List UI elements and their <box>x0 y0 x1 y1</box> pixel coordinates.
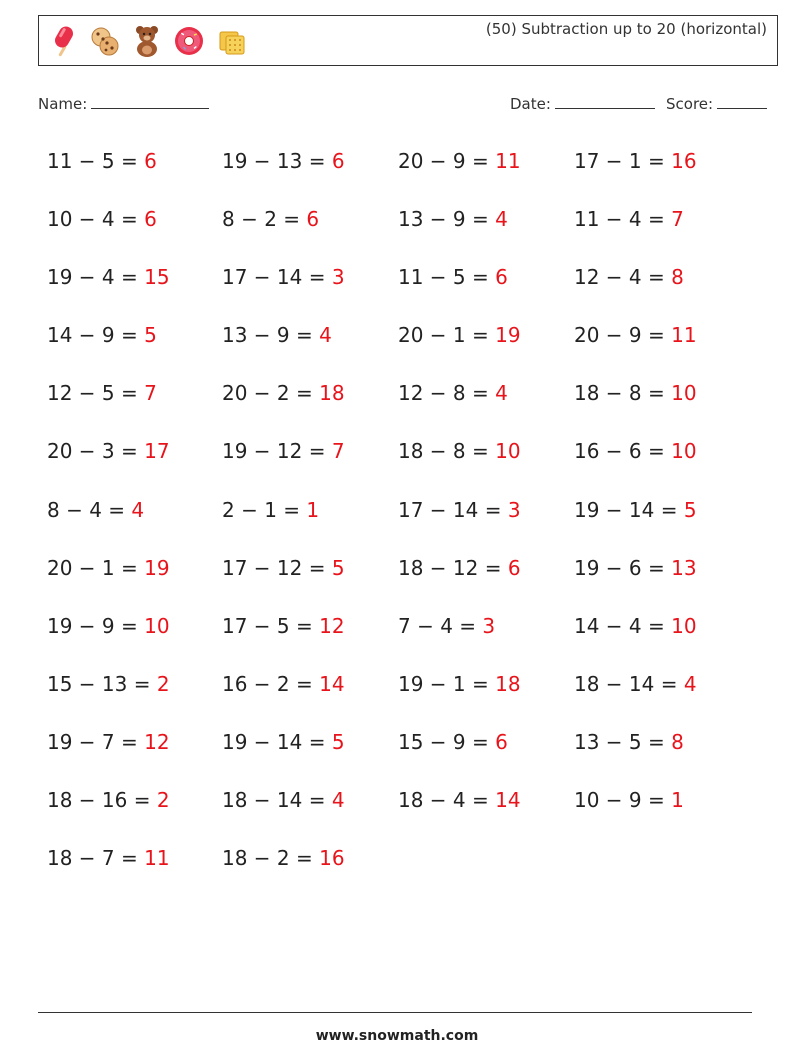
problem-item <box>222 258 398 316</box>
donut-icon <box>173 23 205 59</box>
problem-answer: 10 <box>144 613 170 638</box>
problem-item <box>47 258 222 316</box>
problem-question: 13 − 9 = <box>398 207 496 232</box>
problem-answer: 18 <box>319 381 345 406</box>
problem-question: 8 − 4 = <box>47 497 132 522</box>
problem-question: 12 − 4 = <box>574 265 672 290</box>
problem-answer: 7 <box>331 439 345 464</box>
problem-answer: 5 <box>144 323 157 348</box>
problem-question: 7 − 4 = <box>398 613 483 638</box>
problem-item <box>574 723 750 781</box>
problem-item <box>47 781 222 839</box>
problem-item <box>47 374 222 432</box>
name-blank[interactable] <box>91 94 209 109</box>
problem-item <box>222 549 398 607</box>
problem-answer: 16 <box>319 846 345 871</box>
problem-answer: 1 <box>306 497 320 522</box>
problem-question: 10 − 9 = <box>574 788 672 813</box>
problem-item <box>398 374 574 432</box>
problem-question: 18 − 12 = <box>398 555 508 580</box>
problem-grid <box>47 142 747 897</box>
problem-item <box>47 665 222 723</box>
date-label: Date: <box>510 95 551 113</box>
problem-answer: 3 <box>507 497 521 522</box>
header-icons <box>47 22 247 60</box>
problem-answer: 6 <box>331 149 345 173</box>
problem-question: 18 − 2 = <box>222 846 320 871</box>
problem-question: 19 − 12 = <box>222 439 332 464</box>
popsicle-icon <box>47 23 79 59</box>
footer-divider <box>38 1012 752 1013</box>
name-field[interactable] <box>38 94 209 113</box>
problem-answer: 6 <box>495 729 508 754</box>
problem-answer: 6 <box>495 265 508 290</box>
problem-answer: 10 <box>671 439 697 464</box>
problem-question: 19 − 13 = <box>222 149 332 173</box>
problem-answer: 5 <box>683 497 697 522</box>
problem-item <box>222 839 398 897</box>
problem-answer: 10 <box>495 439 521 464</box>
problem-question: 15 − 9 = <box>398 729 496 754</box>
problem-item <box>574 374 750 432</box>
problem-question: 18 − 8 = <box>398 439 496 464</box>
problem-answer: 4 <box>495 207 508 232</box>
problem-item <box>574 665 750 723</box>
problem-question: 10 − 4 = <box>47 207 145 232</box>
teddy-bear-icon <box>131 23 163 59</box>
problem-question: 14 − 9 = <box>47 323 145 348</box>
problem-question: 20 − 1 = <box>398 323 496 348</box>
problem-item <box>47 607 222 665</box>
problem-answer: 11 <box>144 846 170 871</box>
name-label: Name: <box>38 95 88 113</box>
problem-answer: 8 <box>671 265 684 290</box>
problem-item <box>47 200 222 258</box>
problem-item <box>47 839 222 897</box>
problem-answer: 11 <box>495 149 521 173</box>
problem-question: 20 − 9 = <box>398 149 496 173</box>
problem-item <box>47 491 222 549</box>
problem-question: 19 − 6 = <box>574 555 672 580</box>
problem-item <box>574 200 750 258</box>
cracker-icon <box>215 23 247 59</box>
problem-question: 8 − 2 = <box>222 207 307 232</box>
problem-answer: 15 <box>144 265 170 290</box>
cookies-icon <box>89 23 121 59</box>
problem-item <box>222 374 398 432</box>
score-blank[interactable] <box>717 94 767 109</box>
problem-item <box>398 781 574 839</box>
problem-question: 18 − 4 = <box>398 788 496 813</box>
problem-question: 19 − 7 = <box>47 729 145 754</box>
problem-item <box>398 316 574 374</box>
problem-item <box>574 491 750 549</box>
problem-question: 13 − 5 = <box>574 729 672 754</box>
problem-item <box>398 432 574 490</box>
problem-question: 2 − 1 = <box>222 497 307 522</box>
problem-question: 15 − 13 = <box>47 671 157 696</box>
problem-item <box>222 432 398 490</box>
problem-question: 18 − 16 = <box>47 788 157 813</box>
problem-answer: 10 <box>671 613 697 638</box>
problem-answer: 10 <box>671 381 697 406</box>
score-label: Score: <box>666 95 714 113</box>
problem-answer: 3 <box>482 613 496 638</box>
problem-question: 17 − 14 = <box>398 497 508 522</box>
problem-item <box>574 781 750 839</box>
problem-question: 20 − 1 = <box>47 555 145 580</box>
problem-item <box>574 549 750 607</box>
problem-answer: 3 <box>331 265 345 290</box>
problem-answer: 4 <box>319 323 332 348</box>
problem-question: 18 − 7 = <box>47 846 145 871</box>
problem-answer: 17 <box>144 439 170 464</box>
problem-question: 11 − 5 = <box>47 149 145 173</box>
problem-item <box>574 607 750 665</box>
problem-item <box>574 432 750 490</box>
problem-answer: 1 <box>671 788 684 813</box>
problem-answer: 7 <box>671 207 684 232</box>
problem-question: 12 − 5 = <box>47 381 145 406</box>
problem-question: 14 − 4 = <box>574 613 672 638</box>
problem-answer: 18 <box>495 671 521 696</box>
problem-answer: 12 <box>319 613 345 638</box>
problem-question: 18 − 14 = <box>574 671 684 696</box>
problem-answer: 4 <box>683 671 697 696</box>
problem-item <box>222 142 398 200</box>
problem-question: 16 − 6 = <box>574 439 672 464</box>
problem-item <box>47 549 222 607</box>
problem-question: 19 − 4 = <box>47 265 145 290</box>
problem-item <box>222 665 398 723</box>
problem-item <box>222 781 398 839</box>
problem-item <box>398 549 574 607</box>
problem-answer: 19 <box>144 555 170 580</box>
problem-item <box>398 142 574 200</box>
footer-url: www.snowmath.com <box>315 1028 479 1044</box>
problem-answer: 2 <box>156 671 170 696</box>
score-field[interactable] <box>666 94 767 113</box>
problem-item <box>398 665 574 723</box>
problem-question: 11 − 5 = <box>398 265 496 290</box>
problem-question: 11 − 4 = <box>574 207 672 232</box>
problem-item <box>222 316 398 374</box>
problem-answer: 12 <box>144 729 170 754</box>
problem-answer: 7 <box>144 381 157 406</box>
problem-item <box>47 316 222 374</box>
problem-answer: 5 <box>331 729 345 754</box>
problem-item <box>47 432 222 490</box>
problem-question: 19 − 14 = <box>574 497 684 522</box>
problem-question: 17 − 12 = <box>222 555 332 580</box>
problem-answer: 6 <box>144 207 157 232</box>
problem-item <box>398 607 574 665</box>
problem-item <box>47 723 222 781</box>
problem-item <box>222 607 398 665</box>
problem-item <box>574 258 750 316</box>
date-field[interactable] <box>510 94 655 113</box>
problem-answer: 2 <box>156 788 170 813</box>
problem-answer: 6 <box>144 149 157 173</box>
problem-item <box>398 200 574 258</box>
problem-question: 19 − 14 = <box>222 729 332 754</box>
problem-question: 20 − 9 = <box>574 323 672 348</box>
problem-item <box>222 200 398 258</box>
problem-item <box>398 491 574 549</box>
problem-question: 18 − 8 = <box>574 381 672 406</box>
problem-question: 17 − 14 = <box>222 265 332 290</box>
problem-answer: 13 <box>671 555 697 580</box>
problem-answer: 4 <box>331 788 345 813</box>
problem-question: 13 − 9 = <box>222 323 320 348</box>
problem-answer: 16 <box>671 149 697 173</box>
problem-answer: 8 <box>671 729 684 754</box>
problem-answer: 19 <box>495 323 521 348</box>
problem-question: 12 − 8 = <box>398 381 496 406</box>
problem-item <box>574 316 750 374</box>
problem-item <box>222 723 398 781</box>
problem-answer: 5 <box>331 555 345 580</box>
problem-question: 17 − 1 = <box>574 149 672 173</box>
problem-question: 17 − 5 = <box>222 613 320 638</box>
worksheet-title: (50) Subtraction up to 20 (horizontal) <box>485 20 767 38</box>
problem-item <box>398 723 574 781</box>
problem-item <box>398 258 574 316</box>
problem-question: 18 − 14 = <box>222 788 332 813</box>
problem-answer: 14 <box>495 788 521 813</box>
problem-answer: 6 <box>306 207 320 232</box>
problem-answer: 11 <box>671 323 697 348</box>
problem-question: 16 − 2 = <box>222 671 320 696</box>
problem-answer: 4 <box>131 497 145 522</box>
problem-answer: 6 <box>507 555 521 580</box>
problem-item <box>574 142 750 200</box>
problem-item <box>47 142 222 200</box>
problem-question: 20 − 2 = <box>222 381 320 406</box>
problem-answer: 4 <box>495 381 508 406</box>
problem-question: 19 − 9 = <box>47 613 145 638</box>
date-blank[interactable] <box>555 94 655 109</box>
problem-item <box>222 491 398 549</box>
problem-question: 19 − 1 = <box>398 671 496 696</box>
problem-question: 20 − 3 = <box>47 439 145 464</box>
worksheet-header <box>38 15 778 66</box>
problem-answer: 14 <box>319 671 345 696</box>
